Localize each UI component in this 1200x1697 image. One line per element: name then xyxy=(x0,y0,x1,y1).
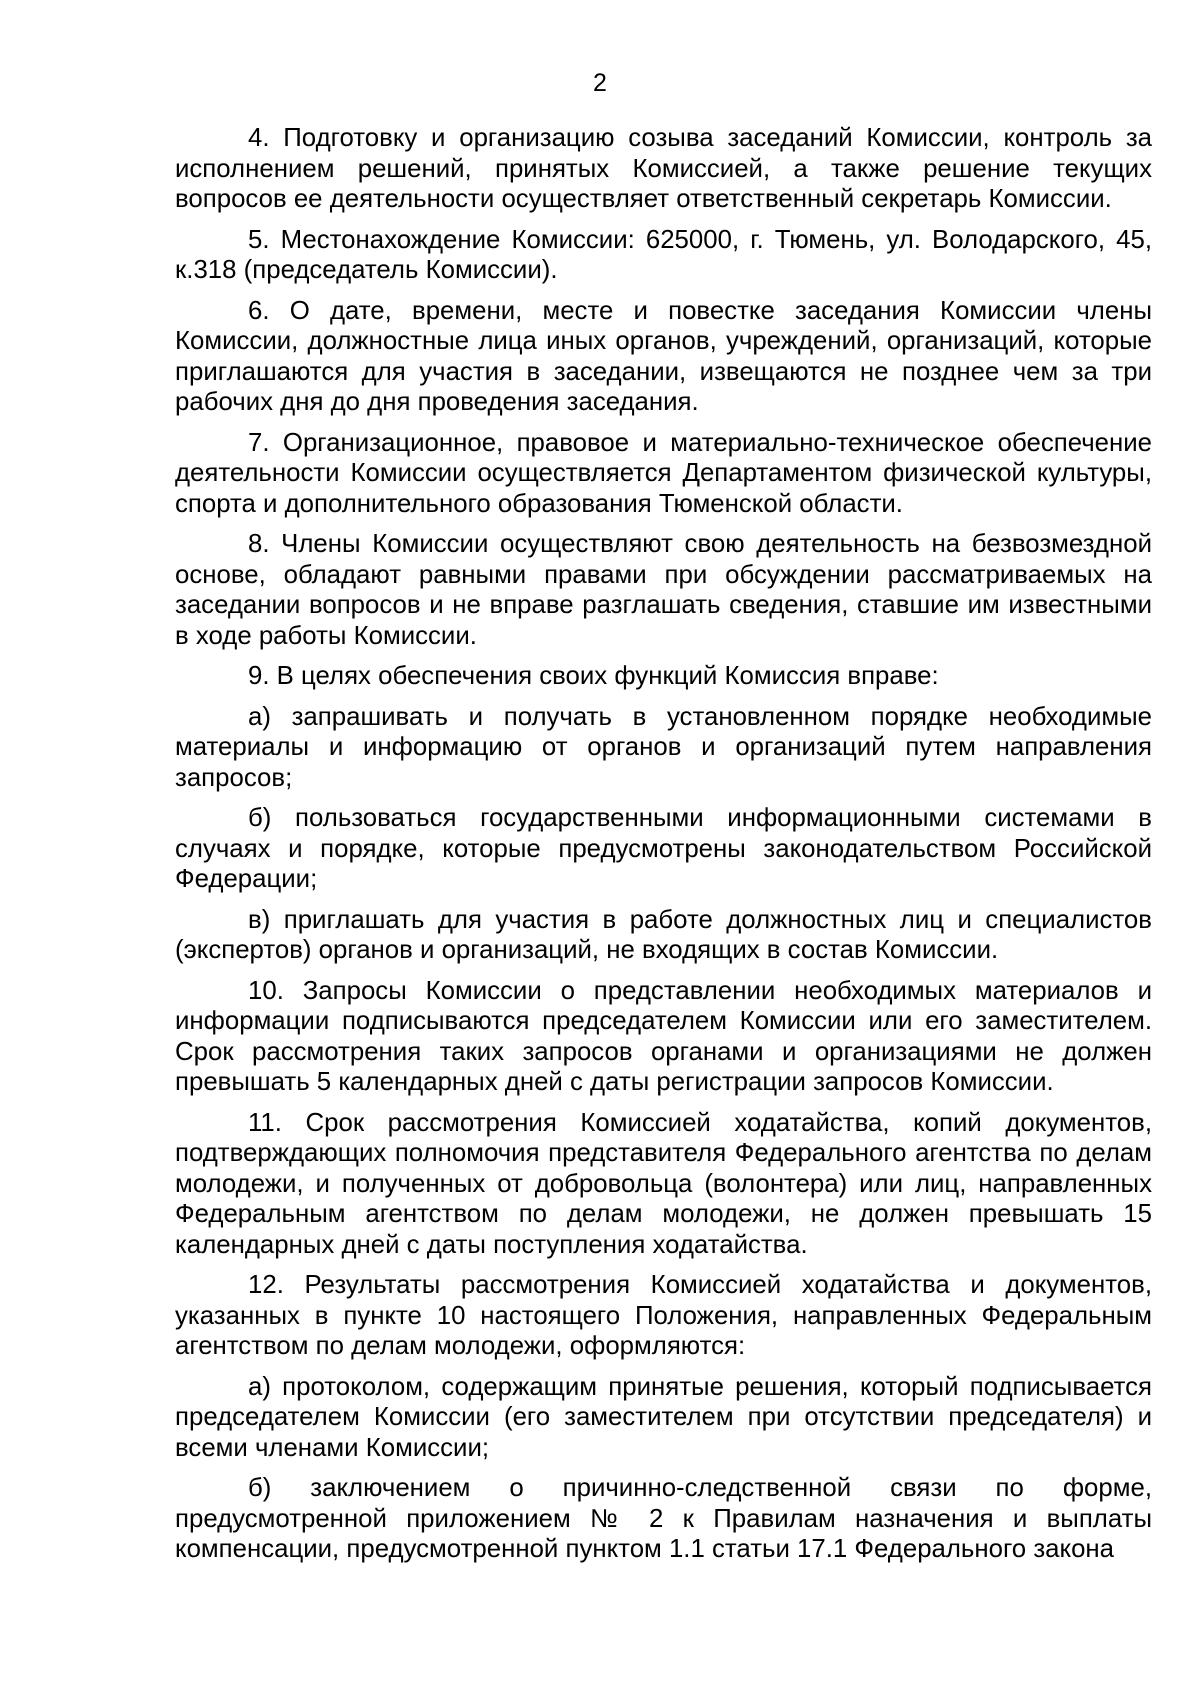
paragraph-subitem-12b: б) заключением о причинно-следственной связи по форме, предусмотренной приложением № 2 к Правилам назначения и выплаты компенсации, предусмотренной пунктом 1.1 статьи 17.1 Федерального закона xyxy=(175,1474,1152,1563)
paragraph-item-6: 6. О дате, времени, месте и повестке заседания Комиссии члены Комиссии, должностные лица иных органов, учреждений, организаций, которые приглашаются для участия в заседании, извещаются не позднее чем за три рабочих дня до дня проведения заседания. xyxy=(175,296,1152,416)
document-body xyxy=(175,123,1152,1575)
paragraph-subitem-9v: в) приглашать для участия в работе должностных лиц и специалистов (экспертов) органов и организаций, не входящих в состав Комиссии. xyxy=(175,905,1152,964)
paragraph-item-8: 8. Члены Комиссии осуществляют свою деятельность на безвозмездной основе, обладают равными правами при обсуждении рассматриваемых на заседании вопросов и не вправе разглашать сведения, ставшие им известными в ходе работы Комиссии. xyxy=(175,530,1152,650)
paragraph-item-7: 7. Организационное, правовое и материально-техническое обеспечение деятельности Комиссии осуществляется Департаментом физической культуры, спорта и дополнительного образования Тюменской области. xyxy=(175,428,1152,518)
paragraph-subitem-12a: а) протоколом, содержащим принятые решения, который подписывается председателем Комиссии (его заместителем при отсутствии председателя) и всеми членами Комиссии; xyxy=(175,1372,1152,1462)
paragraph-item-9: 9. В целях обеспечения своих функций Комиссия вправе: xyxy=(248,662,939,690)
paragraph-item-10: 10. Запросы Комиссии о представлении необходимых материалов и информации подписываются председателем Комиссии или его заместителем. Срок рассмотрения таких запросов органами и организациями не должен превышать 5 календарных дней с даты регистрации запросов Комиссии. xyxy=(175,976,1152,1096)
paragraph-item-12: 12. Результаты рассмотрения Комиссией ходатайства и документов, указанных в пункте 10 настоящего Положения, направленных Федеральным агентством по делам молодежи, оформляются: xyxy=(175,1271,1152,1360)
paragraph-item-5: 5. Местонахождение Комиссии: 625000, г. Тюмень, ул. Володарского, 45, к.318 (председатель Комиссии). xyxy=(175,225,1152,284)
page-number: 2 xyxy=(593,69,607,97)
paragraph-subitem-9a: а) запрашивать и получать в установленном порядке необходимые материалы и информацию от органов и организаций путем направления запросов; xyxy=(175,702,1152,792)
paragraph-subitem-9b: б) пользоваться государственными информационными системами в случаях и порядке, которые предусмотрены законодательством Российской Федерации; xyxy=(175,804,1152,893)
paragraph-item-11: 11. Срок рассмотрения Комиссией ходатайства, копий документов, подтверждающих полномочия представителя Федерального агентства по делам молодежи, и полученных от добровольца (волонтера) или лиц, направленных Федеральным агентством по делам молодежи, не должен превышать 15 календарных дней с даты поступления ходатайства. xyxy=(175,1108,1152,1259)
paragraph-item-4: 4. Подготовку и организацию созыва заседаний Комиссии, контроль за исполнением решений, принятых Комиссией, а также решение текущих вопросов ее деятельности осуществляет ответственный секретарь Комиссии. xyxy=(175,124,1152,213)
